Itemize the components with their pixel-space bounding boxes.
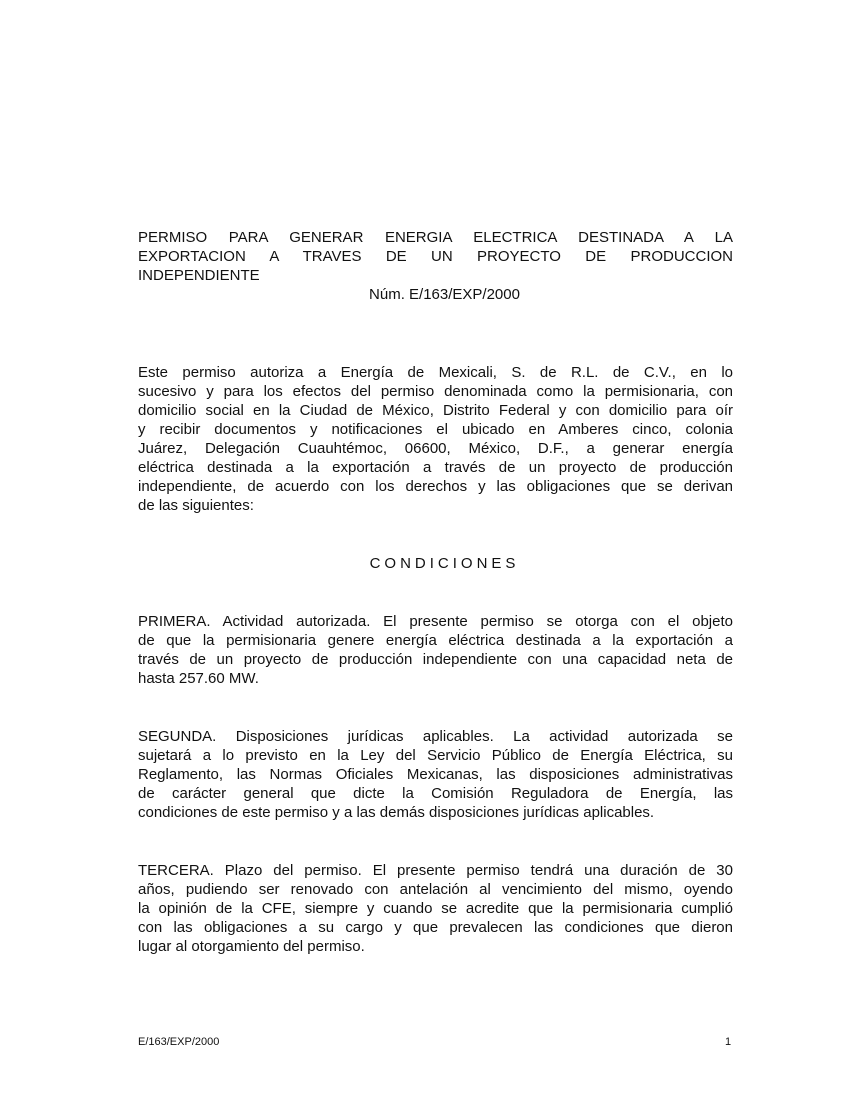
paragraph-line: Este permiso autoriza a Energía de Mexicali, S. de R.L. de C.V., en lo: [138, 364, 733, 381]
paragraph-line: la opinión de la CFE, siempre y cuando se acredite que la permisionaria cumplió: [138, 900, 733, 917]
paragraph-line: independiente, de acuerdo con los derechos y las obligaciones que se derivan: [138, 478, 733, 495]
paragraph-line: de las siguientes:: [138, 497, 254, 514]
paragraph-line: domicilio social en la Ciudad de México, Distrito Federal y con domicilio para oír: [138, 402, 733, 419]
title-line: EXPORTACION A TRAVES DE UN PROYECTO DE PRODUCCION: [138, 248, 733, 265]
paragraph-line: eléctrica destinada a la exportación a través de un proyecto de producción: [138, 459, 733, 476]
paragraph-line: SEGUNDA. Disposiciones jurídicas aplicables. La actividad autorizada se: [138, 728, 733, 745]
paragraph-line: lugar al otorgamiento del permiso.: [138, 938, 365, 955]
footer-permit-number: E/163/EXP/2000: [138, 1036, 220, 1048]
paragraph-line: años, pudiendo ser renovado con antelación al vencimiento del mismo, oyendo: [138, 881, 733, 898]
page-number: 1: [725, 1036, 732, 1048]
title-line: PERMISO PARA GENERAR ENERGIA ELECTRICA DESTINADA A LA: [138, 229, 733, 246]
paragraph-line: PRIMERA. Actividad autorizada. El presente permiso se otorga con el objeto: [138, 613, 733, 630]
paragraph-line: de que la permisionaria genere energía eléctrica destinada a la exportación a: [138, 632, 733, 649]
conditions-heading: CONDICIONES: [369, 555, 520, 572]
paragraph-line: y recibir documentos y notificaciones el ubicado en Amberes cinco, colonia: [138, 421, 733, 438]
paragraph-line: sucesivo y para los efectos del permiso denominada como la permisionaria, con: [138, 383, 733, 400]
condition-tercera: [138, 861, 733, 956]
condition-segunda: [138, 727, 733, 822]
paragraph-line: condiciones de este permiso y a las demás disposiciones jurídicas aplicables.: [138, 804, 655, 821]
paragraph-line: Juárez, Delegación Cuauhtémoc, 06600, México, D.F., a generar energía: [138, 440, 733, 457]
paragraph-line: través de un proyecto de producción independiente con una capacidad neta de: [138, 651, 733, 668]
paragraph-line: sujetará a lo previsto en la Ley del Servicio Público de Energía Eléctrica, su: [138, 747, 733, 764]
paragraph-line: hasta 257.60 MW.: [138, 670, 259, 687]
paragraph-line: Reglamento, las Normas Oficiales Mexicanas, las disposiciones administrativas: [138, 766, 733, 783]
paragraph-line: de carácter general que dicte la Comisión Reguladora de Energía, las: [138, 785, 733, 802]
paragraph-line: TERCERA. Plazo del permiso. El presente permiso tendrá una duración de 30: [138, 862, 733, 879]
intro-paragraph: [138, 363, 733, 515]
document-title: [138, 228, 733, 304]
title-line: INDEPENDIENTE: [138, 267, 260, 284]
condition-primera: [138, 612, 733, 688]
permit-number: Núm. E/163/EXP/2000: [369, 286, 520, 303]
paragraph-line: con las obligaciones a su cargo y que prevalecen las condiciones que dieron: [138, 919, 733, 936]
